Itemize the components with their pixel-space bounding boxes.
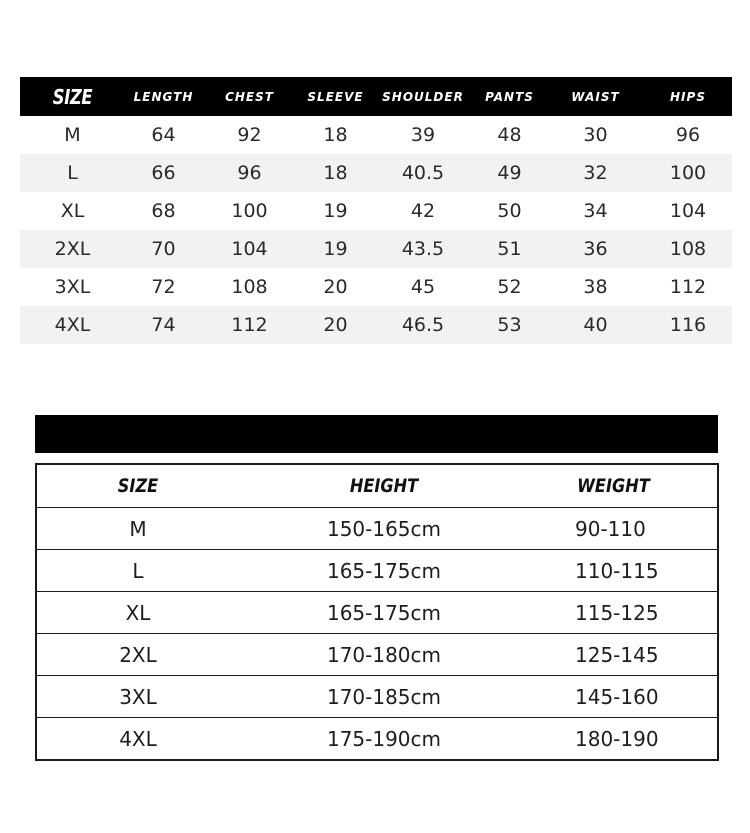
cell-hips: 96 — [675, 124, 701, 146]
cell-waist: 40 — [583, 314, 608, 336]
header-chest: CHEST — [225, 89, 274, 104]
cell-height: 170-180cm — [326, 642, 442, 667]
header-height: HEIGHT — [349, 475, 419, 497]
table-row — [20, 230, 732, 268]
fit-guide-header-bar — [35, 415, 718, 453]
cell-height: 165-175cm — [326, 600, 442, 625]
table-row — [20, 192, 732, 230]
cell-size: 3XL — [119, 684, 157, 709]
table-row — [37, 675, 717, 717]
cell-length: 64 — [151, 124, 176, 146]
cell-size: 2XL — [54, 238, 91, 260]
header-waist: WAIST — [571, 89, 620, 104]
cell-hips: 116 — [669, 314, 707, 336]
table-row — [20, 154, 732, 192]
cell-weight: 115-125 — [575, 600, 659, 625]
cell-pants: 51 — [497, 238, 522, 260]
cell-weight: 125-145 — [575, 642, 659, 667]
cell-weight: 110-115 — [575, 558, 659, 583]
header-sleeve: SLEEVE — [307, 89, 364, 104]
table-row — [37, 717, 717, 759]
cell-height: 165-175cm — [326, 558, 442, 583]
cell-chest: 112 — [231, 314, 268, 336]
cell-chest: 100 — [231, 200, 268, 222]
cell-sleeve: 18 — [323, 124, 348, 146]
cell-height: 170-185cm — [326, 684, 442, 709]
cell-hips: 108 — [669, 238, 707, 260]
table-row — [20, 268, 732, 306]
header-length: LENGTH — [133, 89, 194, 104]
cell-length: 74 — [151, 314, 176, 336]
cell-hips: 104 — [669, 200, 707, 222]
cell-height: 175-190cm — [326, 726, 442, 751]
header-size: SIZE — [52, 84, 93, 109]
cell-weight: 145-160 — [575, 684, 659, 709]
cell-shoulder: 45 — [410, 276, 436, 298]
table-row — [20, 116, 732, 154]
cell-sleeve: 19 — [323, 200, 348, 222]
cell-chest: 92 — [237, 124, 262, 146]
cell-sleeve: 18 — [323, 162, 348, 184]
cell-pants: 53 — [497, 314, 522, 336]
fit-guide-table — [35, 463, 719, 761]
cell-waist: 32 — [583, 162, 608, 184]
table-row — [37, 549, 717, 591]
cell-pants: 52 — [497, 276, 522, 298]
cell-waist: 38 — [583, 276, 608, 298]
cell-size: M — [129, 516, 147, 541]
cell-waist: 30 — [583, 124, 608, 146]
cell-hips: 100 — [669, 162, 707, 184]
cell-shoulder: 39 — [410, 124, 436, 146]
cell-chest: 104 — [231, 238, 268, 260]
cell-chest: 96 — [237, 162, 262, 184]
cell-weight: 90-110 — [575, 516, 646, 541]
cell-shoulder: 42 — [410, 200, 436, 222]
cell-size: 3XL — [54, 276, 91, 298]
cell-length: 72 — [151, 276, 176, 298]
cell-size: L — [132, 558, 144, 583]
cell-length: 68 — [151, 200, 176, 222]
cell-size: 2XL — [119, 642, 157, 667]
cell-pants: 48 — [497, 124, 522, 146]
cell-sleeve: 19 — [323, 238, 348, 260]
size-chart-table — [20, 77, 732, 344]
cell-sleeve: 20 — [323, 314, 348, 336]
header-size: SIZE — [117, 475, 159, 497]
cell-size: XL — [60, 200, 85, 222]
cell-height: 150-165cm — [326, 516, 442, 541]
cell-shoulder: 46.5 — [401, 314, 445, 336]
header-hips: HIPS — [670, 89, 706, 104]
cell-pants: 50 — [497, 200, 522, 222]
table-row — [37, 633, 717, 675]
table-row — [37, 507, 717, 549]
cell-hips: 112 — [669, 276, 707, 298]
cell-size: 4XL — [54, 314, 91, 336]
cell-waist: 36 — [583, 238, 608, 260]
cell-length: 66 — [151, 162, 176, 184]
fit-guide-header — [37, 465, 717, 507]
cell-waist: 34 — [583, 200, 608, 222]
cell-size: XL — [125, 600, 151, 625]
size-chart-header — [20, 77, 732, 116]
cell-sleeve: 20 — [323, 276, 348, 298]
cell-shoulder: 43.5 — [401, 238, 445, 260]
header-pants: PANTS — [485, 89, 534, 104]
cell-pants: 49 — [497, 162, 522, 184]
table-row — [20, 306, 732, 344]
cell-length: 70 — [151, 238, 176, 260]
cell-weight: 180-190 — [575, 726, 659, 751]
cell-chest: 108 — [231, 276, 268, 298]
table-row — [37, 591, 717, 633]
cell-size: M — [64, 124, 81, 146]
header-shoulder: SHOULDER — [382, 89, 464, 104]
header-weight: WEIGHT — [577, 475, 650, 497]
cell-shoulder: 40.5 — [401, 162, 445, 184]
cell-size: 4XL — [119, 726, 157, 751]
cell-size: L — [67, 162, 78, 184]
